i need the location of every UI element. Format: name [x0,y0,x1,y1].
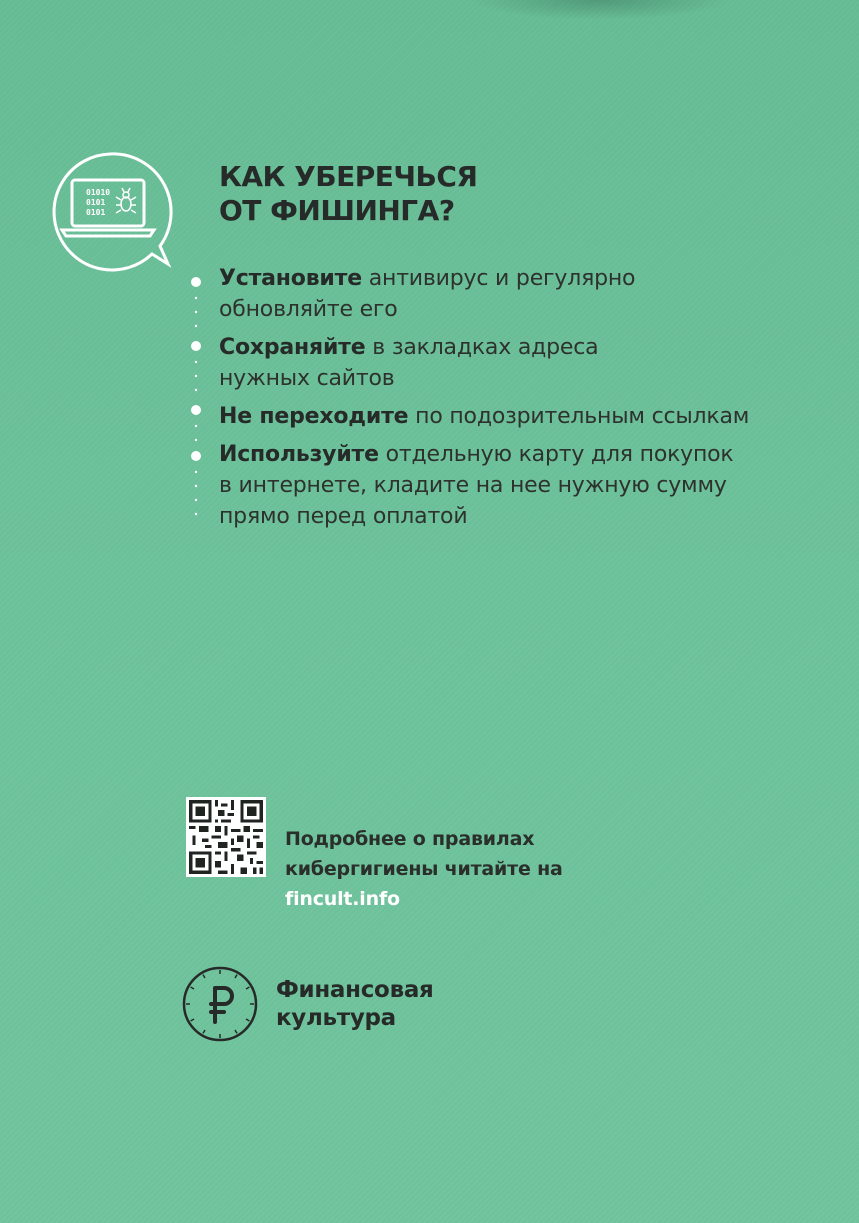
tip-text: в закладках адреса [365,335,599,360]
code-line: 0101 [86,198,106,207]
list-item [219,439,749,532]
tip-keyword: Используйте [219,442,379,467]
title-line-1: КАК УБЕРЕЧЬСЯ [219,160,478,193]
tip-keyword: Не переходите [219,404,409,429]
more-info-line-2-text: кибергигиены читайте на [285,858,563,880]
tip-text: в интернете, кладите на нее нужную сумму [219,473,727,498]
tip-keyword: Сохраняйте [219,335,366,360]
brand-line-1: Финансовая [276,977,434,1003]
more-info-line-2 [285,854,563,914]
bullet-dotted-line [190,276,202,526]
laptop-bug-icon [46,150,174,272]
code-line: 01010 [86,188,111,197]
tip-text: по подозрительным ссылкам [408,404,750,429]
list-item [219,401,749,432]
code-line: 0101 [86,208,106,217]
tip-keyword: Установите [219,266,362,291]
tip-text: антивирус и регулярно [361,266,636,291]
brand-name [276,976,434,1032]
brand-line-2: культура [276,1005,396,1031]
more-info-text [285,824,563,914]
site-link[interactable]: fincult.info [285,888,400,910]
tip-text: обновляйте его [219,297,398,322]
qr-code-icon[interactable] [186,797,266,877]
more-info-line-1: Подробнее о правилах [285,828,535,850]
ruble-clock-icon [180,964,260,1044]
tip-text: нужных сайтов [219,366,395,391]
list-item [219,263,749,325]
tips-list [219,263,749,539]
top-shadow [470,0,730,20]
title-line-2: ОТ ФИШИНГА? [219,194,455,227]
page-title [219,160,477,228]
tip-text: отдельную карту для покупок [378,442,734,467]
tip-text: прямо перед оплатой [219,504,468,529]
bug-icon [116,188,136,213]
list-item [219,332,749,394]
